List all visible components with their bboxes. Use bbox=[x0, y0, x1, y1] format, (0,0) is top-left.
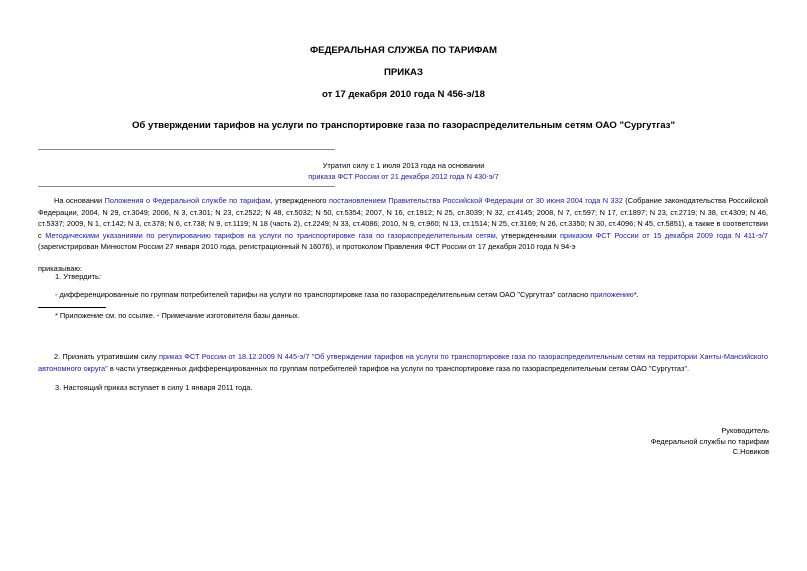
preamble-text: (Собрание законодательства Российской Федерации, 2004, N 29, ст.3049; 2006, N 3, ст.301; N 23, ст.2522; N 48, ст.5032; N 50, ст.5354; 2007, N 16, ст.1912; N 25, ст.3039; N 32, ст.4145; 2008, N 7, ст.597; N 17, ст.1897; N 23, ст.2719; N 38, ст.4309; N 46, ст.5337; 2009, N 1, ст.142; N 3, ст.378; N 6, ст.738; N 9, ст.1119; N 18 (часть 2), ст.2249; N 33, ст.4086; 2010, N 9, ст.960; N 13, ст.1514; N 25, ст.3169; N 26, ст.3350; N 30, ст.4096; N 45, ст.5851), а также в соответствии с bbox=[38, 196, 769, 240]
item2-text: в части утвержденных дифференцированных по группам потребителей тарифов на услуги по транспортировке газа по газораспределительным сетям ОАО "Сургутгаз". bbox=[107, 363, 690, 373]
preamble-paragraph bbox=[38, 195, 768, 253]
item2-paragraph bbox=[38, 351, 768, 374]
item2-text: 2. Признать утратившим силу bbox=[54, 352, 159, 361]
preamble-text: , утвержденными bbox=[495, 230, 560, 240]
appendix-link[interactable]: приложению bbox=[590, 290, 634, 299]
preamble-text: На основании bbox=[54, 196, 105, 205]
item1-subitem-text: - дифференцированные по группам потребителей тарифы на услуги по транспортировке газа по газораспределительным сетям ОАО "Сургутгаз" согласно bbox=[55, 290, 591, 299]
item1-subitem bbox=[55, 290, 639, 299]
divider-bottom bbox=[38, 186, 335, 187]
government-decree-link[interactable]: постановлением Правительства Российской Федерации от 30 июня 2004 года N 332 bbox=[328, 196, 623, 205]
footnote-rule bbox=[38, 307, 106, 308]
agency-heading: ФЕДЕРАЛЬНАЯ СЛУЖБА ПО ТАРИФАМ bbox=[309, 45, 498, 56]
status-note-link[interactable]: приказа ФСТ России от 21 декабря 2012 года N 430-э/7 bbox=[308, 172, 499, 181]
doc-type-heading: ПРИКАЗ bbox=[384, 67, 423, 78]
signature-org: Федеральной службы по тарифам bbox=[650, 436, 769, 446]
status-note-text: Утратил силу с 1 июля 2013 года на основании bbox=[322, 161, 485, 170]
fst-order-411-link[interactable]: приказом ФСТ России от 15 декабря 2009 года N 411-э/7 bbox=[560, 230, 768, 240]
date-number-heading: от 17 декабря 2010 года N 456-э/18 bbox=[322, 89, 485, 100]
methodical-guidelines-link[interactable]: Методическими указаниями по регулированию тарифов на услуги по транспортировке газа по газораспределительным сетям bbox=[45, 230, 496, 240]
preamble-text: (зарегистрирован Минюстом России 27 января 2010 года, регистрационный N 16076), и протоколом Правления ФСТ России от 17 декабря 2010 года N 94-э bbox=[38, 242, 576, 251]
document-title: Об утверждении тарифов на услуги по транспортировке газа по газораспределительным сетям ОАО "Сургутгаз" bbox=[131, 120, 676, 131]
item1-subitem-star: *. bbox=[633, 290, 639, 299]
signature-name: С.Новиков bbox=[732, 447, 769, 456]
order-word: приказываю: bbox=[38, 264, 82, 273]
fst-order-445-link[interactable]: приказ ФСТ России от 18.12.2009 N 445-э/7 "Об утверждении тарифов на услуги по транспортировке газа по газораспределительным сетям на территории Ханты-Мансийского автономного округа" bbox=[38, 352, 768, 373]
signature-block bbox=[651, 426, 769, 458]
signature-role: Руководитель bbox=[721, 426, 769, 435]
footnote-text: * Приложение см. по ссылке. - Примечание изготовителя базы данных. bbox=[55, 311, 300, 320]
item1-label: 1. Утвердить: bbox=[55, 272, 101, 281]
item3-text: 3. Настоящий приказ вступает в силу 1 января 2011 года. bbox=[55, 383, 253, 392]
preamble-text: , утвержденного bbox=[270, 196, 329, 205]
fst-regulation-link[interactable]: Положения о Федеральной службе по тарифам bbox=[104, 196, 271, 205]
divider-top bbox=[38, 149, 335, 150]
